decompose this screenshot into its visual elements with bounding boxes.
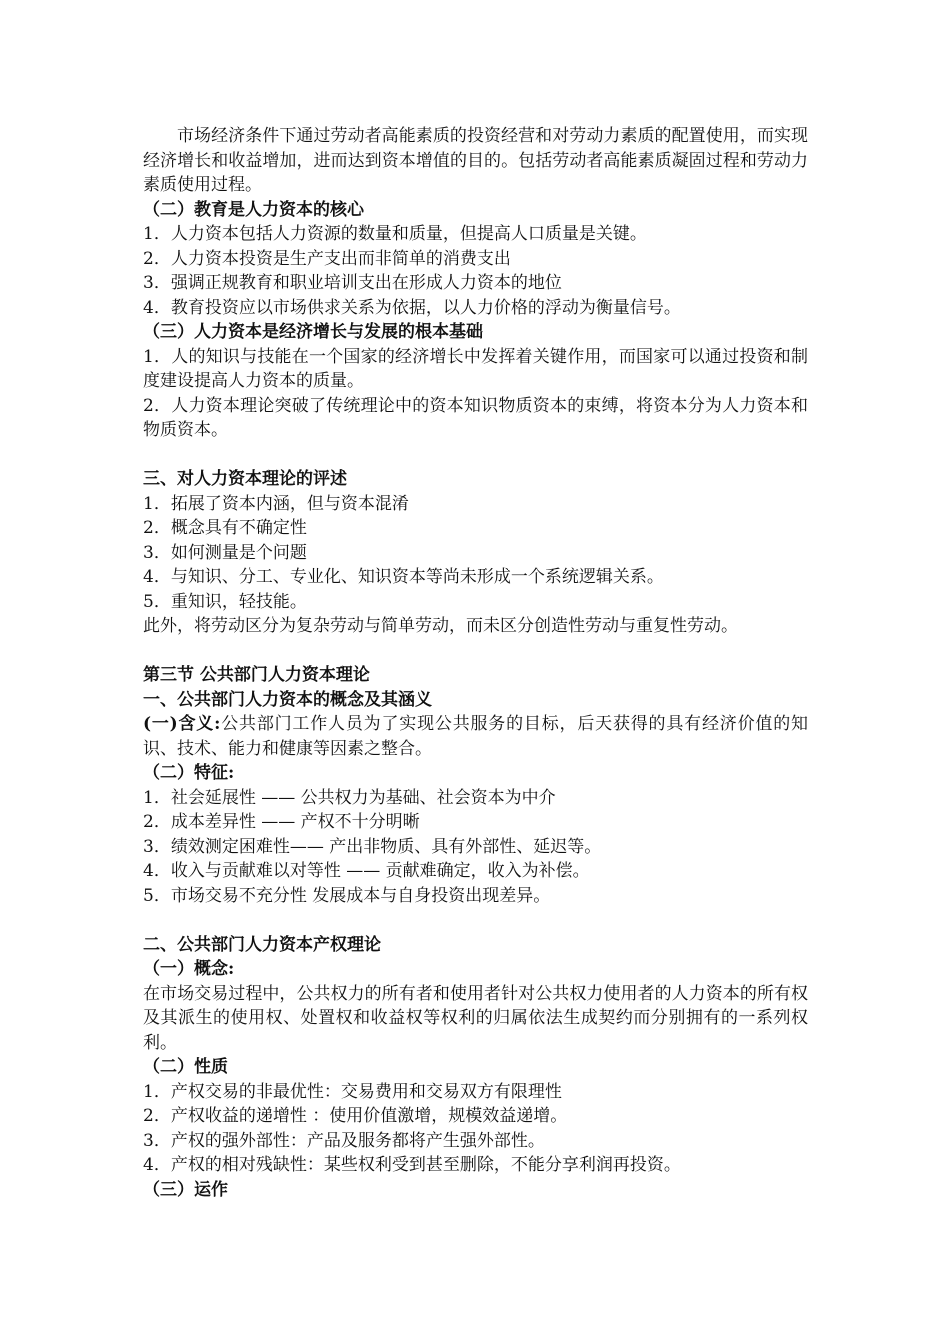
- s2-nature-heading: （二）性质: [143, 1057, 228, 1077]
- s1-feat-item-1: 1．社会延展性 —— 公共权力为基础、社会资本为中介: [143, 787, 556, 808]
- s1-feat-item-4: 4．收入与贡献难以对等性 —— 贡献难确定，收入为补偿。: [143, 861, 590, 881]
- part3-heading: 三、对人力资本理论的评述: [143, 469, 347, 489]
- s2-concept-heading: （一）概念:: [143, 959, 235, 979]
- sec2-heading: （二）教育是人力资本的核心: [143, 199, 364, 220]
- s1-def-text: 公共部门工作人员为了实现公共服务的目标，后天获得的具有经济价值的知识、技术、能力和健康等因素之整合。: [143, 714, 809, 759]
- s1-feat-heading: （二）特征:: [143, 763, 235, 783]
- s2-operation-heading: （三）运作: [143, 1179, 228, 1200]
- sec3-heading: （三）人力资本是经济增长与发展的根本基础: [143, 322, 483, 342]
- s2-nature-item-4: 4．产权的相对残缺性：某些权利受到甚至删除，不能分享利润再投资。: [143, 1155, 681, 1175]
- s2-nature-item-3: 3．产权的强外部性：产品及服务都将产生强外部性。: [143, 1130, 545, 1151]
- part3-item-1: 1．拓展了资本内涵，但与资本混淆: [143, 493, 409, 514]
- part3-item-4: 4．与知识、分工、专业化、知识资本等尚未形成一个系统逻辑关系。: [143, 567, 664, 587]
- s1-definition: [143, 712, 808, 761]
- part3-item-3: 3．如何测量是个问题: [143, 542, 307, 563]
- sec2-item-3: 3．强调正规教育和职业培训支出在形成人力资本的地位: [143, 273, 562, 293]
- section3-title: 第三节 公共部门人力资本理论: [143, 665, 370, 685]
- sec2-item-2: 2．人力资本投资是生产支出而非简单的消费支出: [143, 248, 511, 269]
- s2-concept-text: 在市场交易过程中，公共权力的所有者和使用者针对公共权力使用者的人力资本的所有权及其派生的使用权、处置权和收益权等权利的归属依法生成契约而分别拥有的一系列权利。: [143, 983, 808, 1053]
- s1-feat-item-5: 5．市场交易不充分性 发展成本与自身投资出现差异。: [143, 885, 551, 906]
- part3-note: 此外，将劳动区分为复杂劳动与简单劳动，而未区分创造性劳动与重复性劳动。: [143, 616, 738, 636]
- sec2-item-4: 4．教育投资应以市场供求关系为依据，以人力价格的浮动为衡量信号。: [143, 297, 681, 318]
- s2-heading: 二、公共部门人力资本产权理论: [143, 934, 381, 955]
- s1-def-label: (一)含义:: [143, 714, 221, 734]
- blank-line: [143, 908, 808, 933]
- s1-feat-item-3: 3．绩效测定困难性—— 产出非物质、具有外部性、延迟等。: [143, 836, 602, 857]
- sec3-item-2: 2．人力资本理论突破了传统理论中的资本知识物质资本的束缚，将资本分为人力资本和物质资本。: [143, 395, 808, 440]
- document-page: [143, 124, 808, 1202]
- s2-nature-item-2: 2．产权收益的递增性 ：使用价值激增，规模效益递增。: [143, 1106, 568, 1126]
- part3-item-5: 5．重知识，轻技能。: [143, 591, 307, 612]
- sec2-item-1: 1．人力资本包括人力资源的数量和质量，但提高人口质量是关键。: [143, 224, 647, 244]
- blank-line: [143, 443, 808, 468]
- intro-paragraph: 市场经济条件下通过劳动者高能素质的投资经营和对劳动力素质的配置使用，而实现经济增长和收益增加，进而达到资本增值的目的。包括劳动者高能素质凝固过程和劳动力素质使用过程。: [143, 126, 808, 195]
- s1-feat-item-2: 2．成本差异性 —— 产权不十分明晰: [143, 812, 420, 832]
- part3-item-2: 2．概念具有不确定性: [143, 518, 307, 538]
- blank-line: [143, 639, 808, 664]
- s1-heading: 一、公共部门人力资本的概念及其涵义: [143, 689, 432, 710]
- sec3-item-1: 1．人的知识与技能在一个国家的经济增长中发挥着关键作用，而国家可以通过投资和制度建设提高人力资本的质量。: [143, 346, 808, 391]
- s2-nature-item-1: 1．产权交易的非最优性：交易费用和交易双方有限理性: [143, 1081, 562, 1102]
